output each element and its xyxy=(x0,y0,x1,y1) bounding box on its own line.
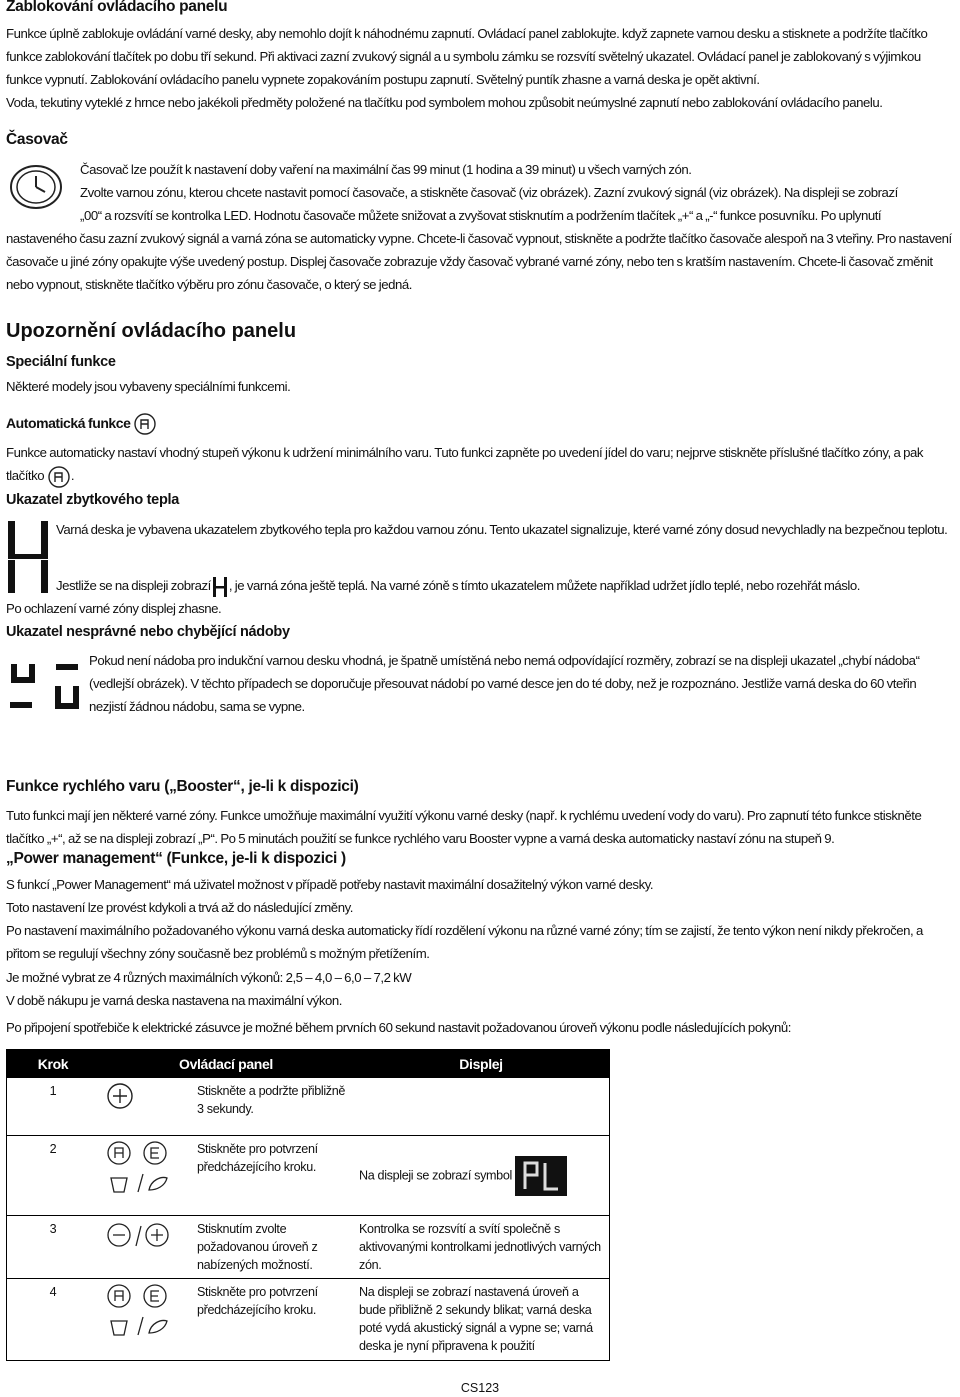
page-number: CS123 xyxy=(460,1381,500,1395)
step-number: 3 xyxy=(7,1216,100,1279)
special-functions-text: Některé modely jsou vybaveny speciálními funkcemi. xyxy=(6,379,291,394)
auto-button-icon xyxy=(47,466,71,488)
section-title-warnings: Upozornění ovládacího panelu xyxy=(6,320,297,342)
confirm-buttons-icon xyxy=(105,1140,175,1196)
step-instruction: Stiskněte pro potvrzení předcházejícího kroku. xyxy=(191,1279,353,1361)
header-step: Krok xyxy=(7,1050,100,1078)
table-row xyxy=(7,1216,610,1279)
control-icons xyxy=(99,1078,191,1136)
step-display: Na displeji se zobrazí nastavená úroveň a bude přibližně 2 sekundy blikat; varná deska poté vydá akustický signál a vypne se; varná deska je nyní připravena k použití xyxy=(353,1279,610,1361)
header-control-panel: Ovládací panel xyxy=(99,1050,353,1078)
h-display-icon xyxy=(211,576,229,598)
step-display: Na displeji se zobrazí symbol xyxy=(359,1167,512,1182)
table-header-row xyxy=(7,1050,610,1078)
control-icons xyxy=(99,1136,191,1216)
power-p1: S funkcí „Power Management“ má uživatel možnost v případě potřeby nastavit maximální dosažitelný výkon varné desky. xyxy=(6,877,654,892)
step-number: 2 xyxy=(7,1136,100,1216)
control-icons xyxy=(99,1216,191,1279)
residual-text-2b: , je varná zóna ještě teplá. Na varné zóně s tímto ukazatelem můžete například udržet jídlo teplé, nebo rozehřát máslo. xyxy=(228,578,860,593)
timer-line-3: „00“ a rozsvítí se kontrolka LED. Hodnotu časovače můžete snižovat a zvyšovat stisknutím a podržením tlačítek „+“ a „-“ funkce posuvníku. Po uplynutí xyxy=(80,208,882,223)
power-p6: Po připojení spotřebiče k elektrické zásuvce je možné během prvních 60 sekund nastavit požadovanou úroveň výkonu podle následujících pokynů: xyxy=(6,1020,791,1035)
step-instruction: Stiskněte a podržte přibližně 3 sekundy. xyxy=(191,1078,353,1136)
table-row xyxy=(7,1279,610,1361)
booster-title: Funkce rychlého varu („Booster“, je-li k dispozici) xyxy=(6,778,359,795)
step-display-cell xyxy=(353,1136,610,1216)
table-row xyxy=(7,1136,610,1216)
power-p2: Toto nastavení lze provést kdykoli a trvá až do následující změny. xyxy=(6,900,353,915)
step-number: 1 xyxy=(7,1078,100,1136)
special-functions-title: Speciální funkce xyxy=(6,354,116,370)
no-pan-icon xyxy=(8,660,82,712)
pan-detection-title: Ukazatel nesprávné nebo chybějící nádoby xyxy=(6,624,290,640)
residual-heat-title: Ukazatel zbytkového tepla xyxy=(6,492,179,508)
confirm-buttons-icon xyxy=(105,1283,175,1339)
section-title-timer: Časovač xyxy=(6,131,68,148)
residual-heat-h-icon xyxy=(6,519,50,595)
power-title: „Power management“ (Funkce, je-li k dispozici ) xyxy=(6,850,346,867)
step-instruction: Stiskněte pro potvrzení předcházejícího kroku. xyxy=(191,1136,353,1216)
plus-icon xyxy=(105,1082,135,1110)
pan-detection-text: Pokud není nádoba pro indukční varnou desku vhodná, je špatně umístěná nebo nemá odpovídající rozměry, zobrazí se na displeji ukazatel „chybí nádoba“ (vedlejší obrázek). V těchto případech se doporučuje přesouvat nádobí po varné desce jen do té doby, než je rozpoznáno. Jestliže varná deska do 60 vteřin nezjistí žádnou nádobu, sama se vypne. xyxy=(89,653,920,714)
timer-icon xyxy=(9,164,63,210)
lock-warning: Voda, tekutiny vyteklé z hrnce nebo jakékoli předměty položené na tlačítku pod symbolem mohou způsobit neúmyslné zapnutí nebo zablokování ovládacího panelu. xyxy=(6,95,883,110)
timer-rest: nastaveného času zazní zvukový signál a varná zóna se automaticky vypne. Chcete-li časovač vypnout, stiskněte a podržte tlačítko časovače alespoň na 3 vteřiny. Pro nastavení časovače u jiné zóny opakujte výše uvedený postup. Displej časovače zobrazuje vždy časovač vybrané varné zóny, nebo ten s kratším nastavením. Chcete-li časovač změnit nebo vypnout, stiskněte tlačítko výběru pro zónu časovače, o který se jedná. xyxy=(6,231,952,292)
auto-function-text xyxy=(6,441,956,488)
table-row xyxy=(7,1078,610,1136)
power-p4: Je možné vybrat ze 4 různých maximálních výkonů: 2,5 – 4,0 – 6,0 – 7,2 kW xyxy=(6,970,412,985)
power-p5: V době nákupu je varná deska nastavena na maximální výkon. xyxy=(6,993,342,1008)
timer-line-2: Zvolte varnou zónu, kterou chcete nastavit pomocí časovače, a stiskněte časovač (viz obrázek). Zazní zvukový signál (viz obrázek). Na displeji se zobrazí xyxy=(80,185,898,200)
power-steps-table xyxy=(6,1049,610,1361)
step-display: Kontrolka se rozsvítí a svítí společně s aktivovanými kontrolkami jednotlivých varných zón. xyxy=(353,1216,610,1279)
timer-line-1: Časovač lze použít k nastavení doby vaření na maximální čas 99 minut (1 hodina a 39 minut) u všech varných zón. xyxy=(80,162,692,177)
auto-function-heading xyxy=(6,412,956,435)
auto-function-title: Automatická funkce xyxy=(6,415,131,431)
pl-display-icon xyxy=(515,1156,567,1196)
minus-plus-icon xyxy=(105,1220,175,1250)
residual-heat-text-3: Po ochlazení varné zóny displej zhasne. xyxy=(6,601,222,616)
step-number: 4 xyxy=(7,1279,100,1361)
auto-text-1: Funkce automaticky nastaví vhodný stupeň výkonu k udržení minimálního varu. Tuto funkci zapněte po uvedení jídel do varu; nejprve stiskněte příslušné tlačítko zóny, a pak tlačítko xyxy=(6,445,923,483)
control-icons xyxy=(99,1279,191,1361)
step-instruction: Stisknutím zvolte požadovanou úroveň z nabízených možností. xyxy=(191,1216,353,1279)
residual-heat-text-1: Varná deska je vybavena ukazatelem zbytkového tepla pro každou varnou zónu. Tento ukazatel signalizuje, které varné zóny dosud nevychladly na bezpečnou teplotu. xyxy=(56,522,948,537)
lock-paragraph: Funkce úplně zablokuje ovládání varné desky, aby nemohlo dojít k náhodnému zapnutí. Ovládací panel zablokujte. když zapnete varnou desku a stisknete a podržíte tlačítko funkce zablokování tlačítek po dobu tří sekund. Při aktivaci zazní zvukový signál a u symbolu zámku se rozsvítí světelný ukazatel. Ovládací panel je zablokovaný s výjimkou funkce vypnutí. Zablokování ovládacího panelu vypnete zopakováním postupu zapnutí. Světelný puntík zhasne a varná deska je opět aktivní. xyxy=(6,26,928,87)
power-p3: Po nastavení maximálního požadovaného výkonu varná deska automaticky řídí rozdělení výkonu na různé varné zóny; tím se zajistí, že tento výkon není nikdy překročen, a přitom se regulují všechny zóny současně bez problémů s možným přetížením. xyxy=(6,923,923,961)
auto-function-icon xyxy=(133,413,157,435)
header-display: Displej xyxy=(353,1050,610,1078)
step-display xyxy=(353,1078,610,1136)
residual-heat-text-2 xyxy=(56,574,956,598)
residual-text-2a: Jestliže se na displeji zobrazí xyxy=(56,578,211,593)
booster-text: Tuto funkci mají jen některé varné zóny. Funkce umožňuje maximální využití výkonu varné desky (např. k rychlému uvedení vody do varu). Pro zapnutí této funkce stiskněte tlačítko „+“, až se na displeji zobrazí „P“. Po 5 minutách použití se funkce rychlého varu Booster vypne a varná deska automaticky nastaví zónu na stupeň 9. xyxy=(6,808,922,846)
section-title-lock: Zablokování ovládacího panelu xyxy=(6,0,228,15)
auto-text-2: . xyxy=(70,468,75,483)
